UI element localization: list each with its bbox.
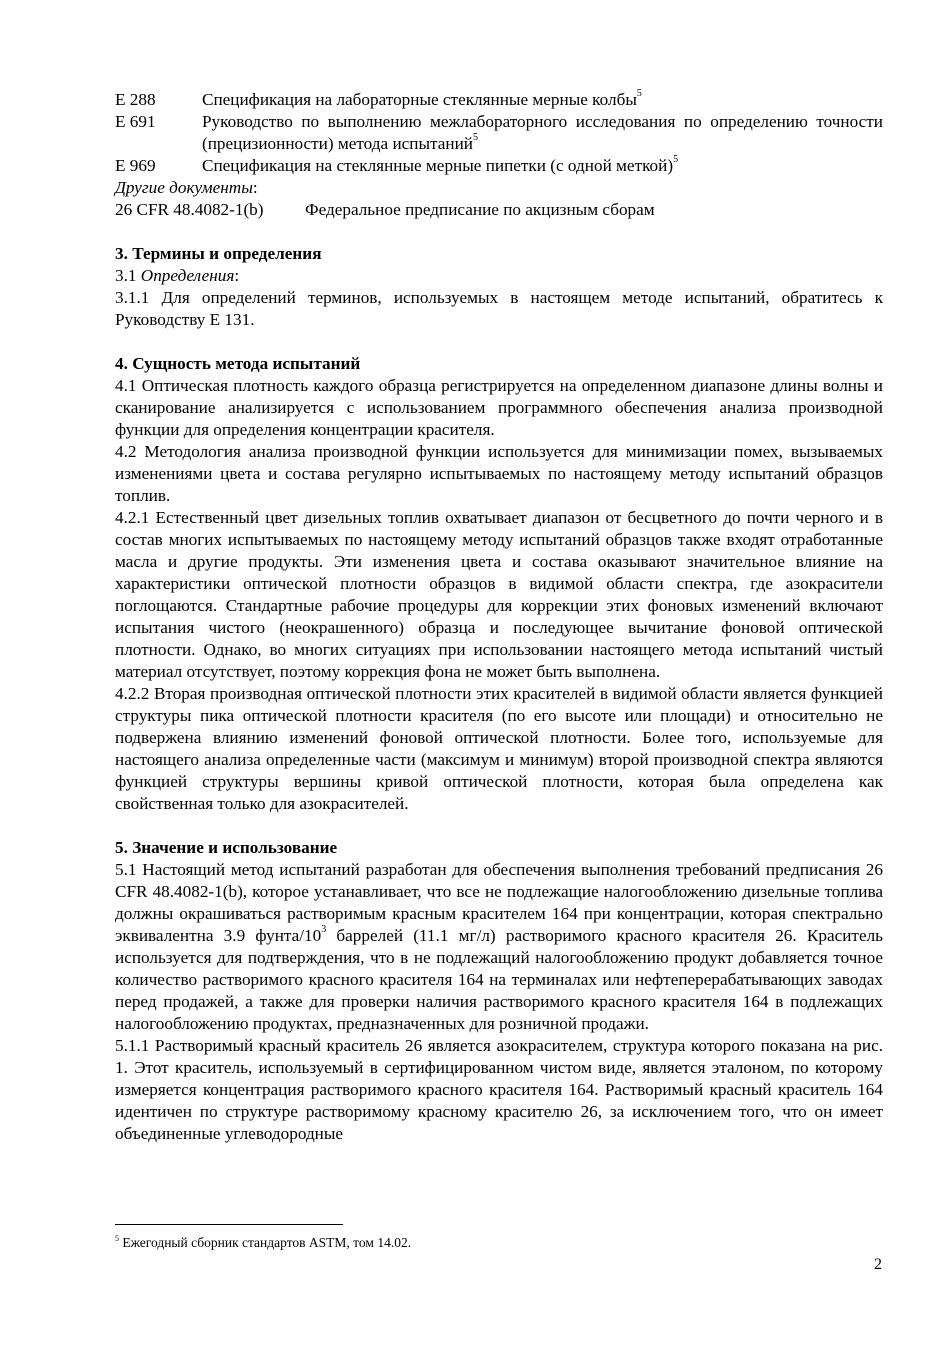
reference-code: E 691 (115, 112, 156, 131)
footnote-separator (115, 1224, 343, 1225)
paragraph-3-1-1: 3.1.1 Для определений терминов, используемых в настоящем методе испытаний, обратитесь к Руководству E 131. (115, 288, 883, 329)
reference-code: E 969 (115, 156, 156, 175)
paragraph-text: баррелей (11.1 мг/л) растворимого красного красителя 26. Краситель используется для подтверждения, что в не подлежащий налогообложению продукт добавляется точное количество растворимого красного красителя 164 на терминалах или нефтеперерабатывающих заводах перед продажей, а также для проверки наличия растворимого красного красителя 164 в подлежащих налогообложению продуктах, предназначенных для розничной продажи. (115, 926, 883, 1033)
reference-text: Спецификация на стеклянные мерные пипетки (с одной меткой) (202, 156, 674, 175)
reference-title: Федеральное предписание по акцизным сборам (305, 200, 655, 219)
paragraph-4-2-2: 4.2.2 Вторая производная оптической плотности этих красителей в видимой области является функцией структуры пика оптической плотности красителя (по его высоте или площади) и относительно не подвержена влиянию изменений фоновой оптической плотности. Более того, используемые для настоящего анализа определенные части (максимум и минимум) второй производной спектра являются функцией структуры вершины кривой оптической плотности, которая была определена как свойственная только для азокрасителей. (115, 684, 883, 813)
reference-code: E 288 (115, 90, 156, 109)
other-documents-label: Другие документы (115, 178, 253, 197)
reference-entry-e691 (115, 111, 883, 155)
reference-title (202, 111, 883, 155)
paragraph-4-1: 4.1 Оптическая плотность каждого образца регистрируется на определенном диапазоне длины волны и сканирование анализируется с использованием программного обеспечения анализа производной функции для определения концентрации красителя. (115, 376, 883, 439)
page-content (115, 89, 883, 1145)
reference-entry-e288 (115, 89, 883, 111)
paragraph-4-2: 4.2 Методология анализа производной функции используется для минимизации помех, вызываемых изменениями цвета и состава регулярно испытываемых по настоящему методу испытаний образцов топлив. (115, 442, 883, 505)
paragraph-4-2-1: 4.2.1 Естественный цвет дизельных топлив охватывает диапазон от бесцветного до почти черного и в состав многих испытываемых по настоящему методу испытаний образцов также входят отработанные масла и другие продукты. Эти изменения цвета и состава оказывают значительное влияние на характеристики оптической плотности образцов в видимой области спектра, где азокрасители поглощаются. Стандартные рабочие процедуры для коррекции этих фоновых изменений включают испытания чистого (неокрашенного) образца и последующее вычитание фоновой оптической плотности. Однако, во многих ситуациях при использовании настоящего метода испытаний чистый материал отсутствует, поэтому коррекция фона не может быть выполнена. (115, 508, 883, 681)
section-5-heading: 5. Значение и использование (115, 838, 338, 857)
paragraph-text: 5.1 Настоящий метод испытаний разработан для обеспечения выполнения требований предписания 26 CFR 48.4082-1(b), которое устанавливает, что все не подлежащие налогообложению дизельные топлива должны окрашиваться растворимым красным красителем 164 при концентрации, которая спектрально эквивалентна 3.9 фунта/10 (115, 860, 883, 945)
definitions-colon: : (234, 266, 240, 285)
reference-code: 26 CFR 48.4082-1(b) (115, 200, 264, 219)
reference-text: Руководство по выполнению межлабораторного исследования по определению точности (прецизионности) метода испытаний (202, 112, 883, 153)
section-3-heading: 3. Термины и определения (115, 244, 322, 263)
page-number: 2 (874, 1256, 882, 1273)
superscript: 3 (321, 924, 327, 936)
paragraph-3-1 (115, 265, 883, 287)
footnote (115, 1234, 411, 1252)
reference-entry-e969 (115, 155, 883, 177)
section-4-heading: 4. Сущность метода испытаний (115, 354, 361, 373)
footnote-marker: 5 (472, 132, 478, 144)
reference-title (202, 155, 883, 177)
footnote-marker: 5 (115, 1233, 119, 1243)
paragraph-5-1 (115, 859, 883, 1035)
reference-entry-cfr (115, 199, 883, 221)
footnote-marker: 5 (636, 88, 642, 100)
reference-text: Спецификация на лабораторные стеклянные мерные колбы (202, 90, 637, 109)
paragraph-5-1-1: 5.1.1 Растворимый красный краситель 26 является азокрасителем, структура которого показана на рис. 1. Этот краситель, используемый в сертифицированном чистом виде, является эталоном, по которому измеряется концентрация растворимого красного красителя 164. Растворимый красный краситель 164 идентичен по структуре растворимому красному красителю 26, за исключением того, что он имеет объединенные углеводородные (115, 1036, 883, 1143)
clause-number: 3.1 (115, 266, 141, 285)
definitions-label: Определения (140, 266, 235, 285)
footnote-text: Ежегодный сборник стандартов ASTM, том 14.02. (119, 1235, 412, 1250)
reference-title (202, 89, 883, 111)
other-documents-colon: : (252, 178, 258, 197)
other-documents-heading (115, 177, 883, 199)
footnote-marker: 5 (673, 154, 679, 166)
